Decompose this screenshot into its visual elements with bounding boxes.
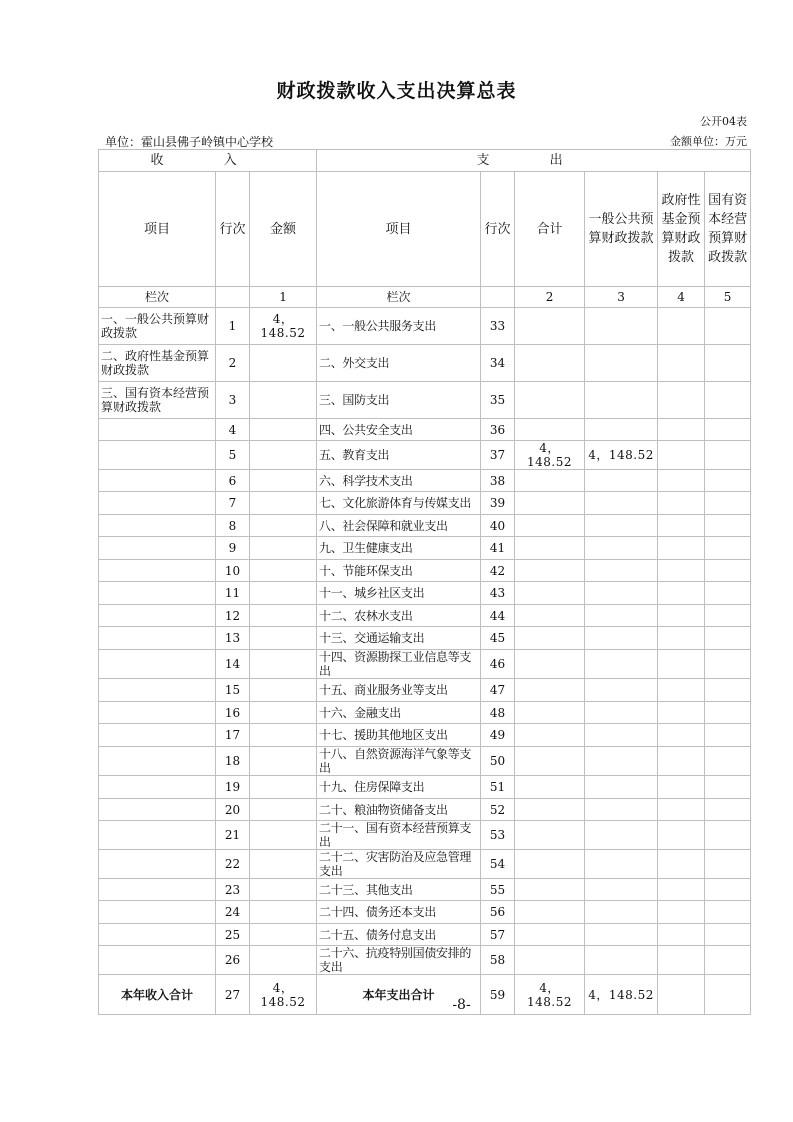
- general-budget-amount: [585, 470, 658, 492]
- general-budget-amount: [585, 821, 658, 850]
- state-capital-amount: [705, 441, 751, 470]
- gov-fund-amount: [658, 515, 705, 537]
- income-amount: [250, 470, 317, 492]
- expense-item: 十八、自然资源海洋气象等支出: [317, 747, 481, 776]
- expense-total: [515, 702, 585, 724]
- expense-row-no: 47: [481, 679, 515, 702]
- income-item: [99, 627, 216, 650]
- gov-fund-amount: [658, 776, 705, 799]
- total-header: 合计: [515, 172, 585, 287]
- gov-fund-amount: [658, 441, 705, 470]
- col-5: 5: [705, 287, 751, 308]
- income-row-no: 25: [216, 924, 250, 946]
- income-row-no: 3: [216, 382, 250, 419]
- gov-fund-amount: [658, 679, 705, 702]
- general-budget-amount: [585, 679, 658, 702]
- state-capital-amount: [705, 627, 751, 650]
- income-row-no: 2: [216, 345, 250, 382]
- gov-fund-amount: [658, 850, 705, 879]
- income-amount-header: 金额: [250, 172, 317, 287]
- state-capital-amount: [705, 382, 751, 419]
- expense-total: [515, 799, 585, 821]
- expense-total: [515, 924, 585, 946]
- gov-fund-amount: [658, 582, 705, 605]
- general-budget-amount: [585, 776, 658, 799]
- expense-total-row-no: 59: [481, 975, 515, 1015]
- expense-row-no: 33: [481, 308, 515, 345]
- income-row-no: 15: [216, 679, 250, 702]
- expense-row-no: 45: [481, 627, 515, 650]
- state-capital-amount: [705, 702, 751, 724]
- general-budget-amount: [585, 650, 658, 679]
- expense-row-no: 55: [481, 879, 515, 901]
- income-amount: [250, 747, 317, 776]
- expense-item: 十五、商业服务业等支出: [317, 679, 481, 702]
- state-capital-header: 国有资本经营预算财政拨款: [705, 172, 751, 287]
- gov-fund-amount: [658, 470, 705, 492]
- income-item: [99, 441, 216, 470]
- expense-item: 二、外交支出: [317, 345, 481, 382]
- gov-fund-amount: [658, 879, 705, 901]
- expense-item: 二十六、抗疫特别国债安排的支出: [317, 946, 481, 975]
- expense-item: 六、科学技术支出: [317, 470, 481, 492]
- state-capital-amount: [705, 560, 751, 582]
- expense-total: [515, 537, 585, 560]
- income-amount: [250, 382, 317, 419]
- income-row-no: 14: [216, 650, 250, 679]
- general-budget-amount: [585, 901, 658, 924]
- col-label-right: 栏次: [317, 287, 481, 308]
- income-amount: [250, 345, 317, 382]
- expense-row-no: 42: [481, 560, 515, 582]
- expense-row-no: 56: [481, 901, 515, 924]
- general-budget-amount: [585, 946, 658, 975]
- expense-total: 4，148.52: [515, 441, 585, 470]
- expense-row-no: 40: [481, 515, 515, 537]
- state-capital-amount: [705, 850, 751, 879]
- income-row-no: 17: [216, 724, 250, 747]
- general-budget-amount: [585, 419, 658, 441]
- state-capital-amount: [705, 582, 751, 605]
- expense-row-no: 43: [481, 582, 515, 605]
- expense-item: 十、节能环保支出: [317, 560, 481, 582]
- expense-row-no: 58: [481, 946, 515, 975]
- col-3: 3: [585, 287, 658, 308]
- state-capital-amount: [705, 470, 751, 492]
- income-item: [99, 879, 216, 901]
- income-total-label: 本年收入合计: [99, 975, 216, 1015]
- income-item: [99, 747, 216, 776]
- gov-fund-amount: [658, 799, 705, 821]
- income-amount: [250, 537, 317, 560]
- expense-total: [515, 776, 585, 799]
- income-amount: [250, 946, 317, 975]
- general-budget-amount: [585, 605, 658, 627]
- income-row-no: 5: [216, 441, 250, 470]
- expense-total: [515, 850, 585, 879]
- gov-fund-header: 政府性基金预算财政拨款: [658, 172, 705, 287]
- income-item: 三、国有资本经营预算财政拨款: [99, 382, 216, 419]
- expense-item: 一、一般公共服务支出: [317, 308, 481, 345]
- general-budget-amount: [585, 345, 658, 382]
- state-capital-amount: [705, 537, 751, 560]
- expense-item: 八、社会保障和就业支出: [317, 515, 481, 537]
- expense-item: 二十二、灾害防治及应急管理支出: [317, 850, 481, 879]
- income-item: [99, 799, 216, 821]
- income-amount: [250, 901, 317, 924]
- expense-total: [515, 492, 585, 515]
- expense-item: 三、国防支出: [317, 382, 481, 419]
- income-row-no-header: 行次: [216, 172, 250, 287]
- expense-row-no: 54: [481, 850, 515, 879]
- gov-fund-amount: [658, 724, 705, 747]
- col-label-left: 栏次: [99, 287, 216, 308]
- income-amount: 4，148.52: [250, 308, 317, 345]
- income-item: 二、政府性基金预算财政拨款: [99, 345, 216, 382]
- table-row: [99, 879, 751, 901]
- gov-fund-amount: [658, 924, 705, 946]
- unit-label: 单位：霍山县佛子岭镇中心学校: [105, 135, 274, 149]
- expense-row-no: 35: [481, 382, 515, 419]
- income-item: [99, 537, 216, 560]
- income-item: [99, 821, 216, 850]
- expense-total: [515, 515, 585, 537]
- income-item: [99, 582, 216, 605]
- state-capital-amount: [705, 419, 751, 441]
- general-budget-amount: [585, 537, 658, 560]
- expense-total-label: 本年支出合计: [317, 975, 481, 1015]
- income-item: [99, 492, 216, 515]
- income-item: [99, 679, 216, 702]
- expense-row-no: 48: [481, 702, 515, 724]
- state-capital-amount: [705, 879, 751, 901]
- state-capital-amount: [705, 747, 751, 776]
- income-amount: [250, 441, 317, 470]
- income-item: [99, 946, 216, 975]
- income-row-no: 23: [216, 879, 250, 901]
- income-item: [99, 515, 216, 537]
- table-row: [99, 492, 751, 515]
- income-row-no: 8: [216, 515, 250, 537]
- table-row: [99, 382, 751, 419]
- table-row: [99, 776, 751, 799]
- table-row: [99, 946, 751, 975]
- expense-row-no: 53: [481, 821, 515, 850]
- state-capital-amount: [705, 515, 751, 537]
- income-item: [99, 702, 216, 724]
- general-budget-amount: [585, 492, 658, 515]
- expense-total: [515, 627, 585, 650]
- expense-item-header: 项目: [317, 172, 481, 287]
- income-row-no: 1: [216, 308, 250, 345]
- gov-fund-amount: [658, 537, 705, 560]
- expense-total: [515, 946, 585, 975]
- state-capital-amount: [705, 924, 751, 946]
- gov-fund-amount: [658, 650, 705, 679]
- expense-item: 九、卫生健康支出: [317, 537, 481, 560]
- state-capital-amount: [705, 679, 751, 702]
- general-budget-amount: [585, 879, 658, 901]
- income-item: 一、一般公共预算财政拨款: [99, 308, 216, 345]
- expense-row-no: 50: [481, 747, 515, 776]
- state-capital-amount: [705, 901, 751, 924]
- expense-item: 十九、住房保障支出: [317, 776, 481, 799]
- gov-fund-amount: [658, 747, 705, 776]
- gov-fund-amount: [658, 308, 705, 345]
- expense-row-no: 39: [481, 492, 515, 515]
- expense-row-no-header: 行次: [481, 172, 515, 287]
- income-row-no: 21: [216, 821, 250, 850]
- income-amount: [250, 419, 317, 441]
- table-row: [99, 470, 751, 492]
- expense-item: 二十三、其他支出: [317, 879, 481, 901]
- income-amount: [250, 605, 317, 627]
- income-amount: [250, 821, 317, 850]
- expense-total: [515, 582, 585, 605]
- state-capital-amount: [705, 650, 751, 679]
- table-row: [99, 799, 751, 821]
- state-capital-amount: [705, 776, 751, 799]
- income-item: [99, 724, 216, 747]
- income-row-no: 19: [216, 776, 250, 799]
- income-row-no: 13: [216, 627, 250, 650]
- table-row: [99, 441, 751, 470]
- money-unit: 金额单位：万元: [670, 135, 747, 148]
- general-budget-amount: [585, 724, 658, 747]
- expense-grand-total: 4，148.52: [515, 975, 585, 1015]
- table-row: [99, 345, 751, 382]
- general-budget-amount: [585, 308, 658, 345]
- income-amount: [250, 627, 317, 650]
- gov-fund-amount: [658, 821, 705, 850]
- income-total-amount: 4，148.52: [250, 975, 317, 1015]
- table-row: [99, 924, 751, 946]
- expense-total: [515, 419, 585, 441]
- gov-fund-amount: [658, 345, 705, 382]
- expense-total: [515, 560, 585, 582]
- income-row-no: 22: [216, 850, 250, 879]
- col-label-empty: [216, 287, 250, 308]
- table-row: [99, 702, 751, 724]
- table-row: [99, 679, 751, 702]
- table-row: [99, 605, 751, 627]
- income-item: [99, 924, 216, 946]
- income-amount: [250, 724, 317, 747]
- expense-total: [515, 470, 585, 492]
- income-item: [99, 560, 216, 582]
- income-row-no: 26: [216, 946, 250, 975]
- income-total-row-no: 27: [216, 975, 250, 1015]
- state-capital-amount: [705, 492, 751, 515]
- table-row: [99, 901, 751, 924]
- page-number: -8-: [452, 997, 471, 1013]
- expense-row-no: 52: [481, 799, 515, 821]
- general-budget-amount: [585, 582, 658, 605]
- income-row-no: 4: [216, 419, 250, 441]
- expense-row-no: 44: [481, 605, 515, 627]
- general-budget-amount: [585, 747, 658, 776]
- income-row-no: 10: [216, 560, 250, 582]
- expense-total: [515, 345, 585, 382]
- expense-item: 二十一、国有资本经营预算支出: [317, 821, 481, 850]
- state-capital-amount: [705, 345, 751, 382]
- expense-item: 五、教育支出: [317, 441, 481, 470]
- income-amount: [250, 850, 317, 879]
- income-amount: [250, 560, 317, 582]
- income-item: [99, 901, 216, 924]
- state-capital-amount: [705, 605, 751, 627]
- expense-row-no: 37: [481, 441, 515, 470]
- state-capital-amount: [705, 724, 751, 747]
- table-row: [99, 821, 751, 850]
- income-amount: [250, 702, 317, 724]
- expense-total: [515, 679, 585, 702]
- expense-item: 十一、城乡社区支出: [317, 582, 481, 605]
- gov-fund-amount: [658, 382, 705, 419]
- income-row-no: 18: [216, 747, 250, 776]
- expense-item: 十二、农林水支出: [317, 605, 481, 627]
- general-budget-amount: [585, 382, 658, 419]
- state-capital-amount: [705, 946, 751, 975]
- budget-summary-table: [98, 149, 751, 1015]
- expense-row-no: 41: [481, 537, 515, 560]
- income-row-no: 7: [216, 492, 250, 515]
- expense-item: 二十五、债务付息支出: [317, 924, 481, 946]
- page-title: 财政拨款收入支出决算总表: [276, 80, 517, 102]
- table-row: [99, 308, 751, 345]
- expense-item: 十七、援助其他地区支出: [317, 724, 481, 747]
- expense-item: 二十四、债务还本支出: [317, 901, 481, 924]
- gov-fund-amount: [658, 492, 705, 515]
- table-row: [99, 515, 751, 537]
- income-item: [99, 776, 216, 799]
- general-budget-amount: [585, 850, 658, 879]
- expense-row-no: 34: [481, 345, 515, 382]
- table-code: 公开04表: [700, 115, 747, 128]
- state-capital-amount: [705, 821, 751, 850]
- general-budget-amount: 4，148.52: [585, 441, 658, 470]
- expense-item: 四、公共安全支出: [317, 419, 481, 441]
- income-amount: [250, 879, 317, 901]
- expense-header: 支 出: [317, 150, 751, 172]
- expense-item: 十六、金融支出: [317, 702, 481, 724]
- income-amount: [250, 799, 317, 821]
- income-item: [99, 470, 216, 492]
- income-header: 收 入: [99, 150, 317, 172]
- expense-total: [515, 879, 585, 901]
- expense-row-no: 38: [481, 470, 515, 492]
- table-row: [99, 850, 751, 879]
- general-budget-amount: [585, 515, 658, 537]
- gov-fund-amount: [658, 560, 705, 582]
- gov-fund-amount: [658, 946, 705, 975]
- table-row: [99, 582, 751, 605]
- gov-fund-amount: [658, 627, 705, 650]
- general-budget-amount: [585, 702, 658, 724]
- col-4: 4: [658, 287, 705, 308]
- expense-row-no: 51: [481, 776, 515, 799]
- income-item: [99, 850, 216, 879]
- income-amount: [250, 492, 317, 515]
- general-budget-amount: [585, 560, 658, 582]
- col-label-empty: [481, 287, 515, 308]
- income-item-header: 项目: [99, 172, 216, 287]
- income-amount: [250, 650, 317, 679]
- income-row-no: 11: [216, 582, 250, 605]
- expense-total: [515, 382, 585, 419]
- income-item: [99, 419, 216, 441]
- income-row-no: 20: [216, 799, 250, 821]
- income-amount: [250, 776, 317, 799]
- expense-total: [515, 724, 585, 747]
- expense-row-no: 46: [481, 650, 515, 679]
- expense-total: [515, 821, 585, 850]
- expense-item: 七、文化旅游体育与传媒支出: [317, 492, 481, 515]
- table-row: [99, 537, 751, 560]
- expense-total: [515, 747, 585, 776]
- gov-fund-amount: [658, 901, 705, 924]
- income-row-no: 9: [216, 537, 250, 560]
- expense-item: 十四、资源勘探工业信息等支出: [317, 650, 481, 679]
- income-row-no: 6: [216, 470, 250, 492]
- table-body: [99, 150, 751, 1015]
- general-budget-amount: [585, 627, 658, 650]
- table-row: [99, 747, 751, 776]
- expense-total: [515, 308, 585, 345]
- expense-row-no: 49: [481, 724, 515, 747]
- income-amount: [250, 679, 317, 702]
- general-budget-total: 4，148.52: [585, 975, 658, 1015]
- expense-total: [515, 901, 585, 924]
- state-capital-amount: [705, 799, 751, 821]
- general-budget-header: 一般公共预算财政拨款: [585, 172, 658, 287]
- income-amount: [250, 515, 317, 537]
- income-item: [99, 650, 216, 679]
- general-budget-amount: [585, 799, 658, 821]
- expense-total: [515, 650, 585, 679]
- income-row-no: 24: [216, 901, 250, 924]
- expense-item: 二十、粮油物资储备支出: [317, 799, 481, 821]
- expense-total: [515, 605, 585, 627]
- general-budget-amount: [585, 924, 658, 946]
- table-row: [99, 724, 751, 747]
- col-1: 1: [250, 287, 317, 308]
- state-capital-amount: [705, 308, 751, 345]
- income-amount: [250, 582, 317, 605]
- table-row: [99, 560, 751, 582]
- gov-fund-amount: [658, 702, 705, 724]
- expense-row-no: 57: [481, 924, 515, 946]
- gov-fund-amount: [658, 419, 705, 441]
- gov-fund-amount: [658, 605, 705, 627]
- table-row: [99, 419, 751, 441]
- income-amount: [250, 924, 317, 946]
- table-row: [99, 627, 751, 650]
- table-row: [99, 650, 751, 679]
- expense-item: 十三、交通运输支出: [317, 627, 481, 650]
- income-row-no: 12: [216, 605, 250, 627]
- expense-row-no: 36: [481, 419, 515, 441]
- income-row-no: 16: [216, 702, 250, 724]
- col-2: 2: [515, 287, 585, 308]
- income-item: [99, 605, 216, 627]
